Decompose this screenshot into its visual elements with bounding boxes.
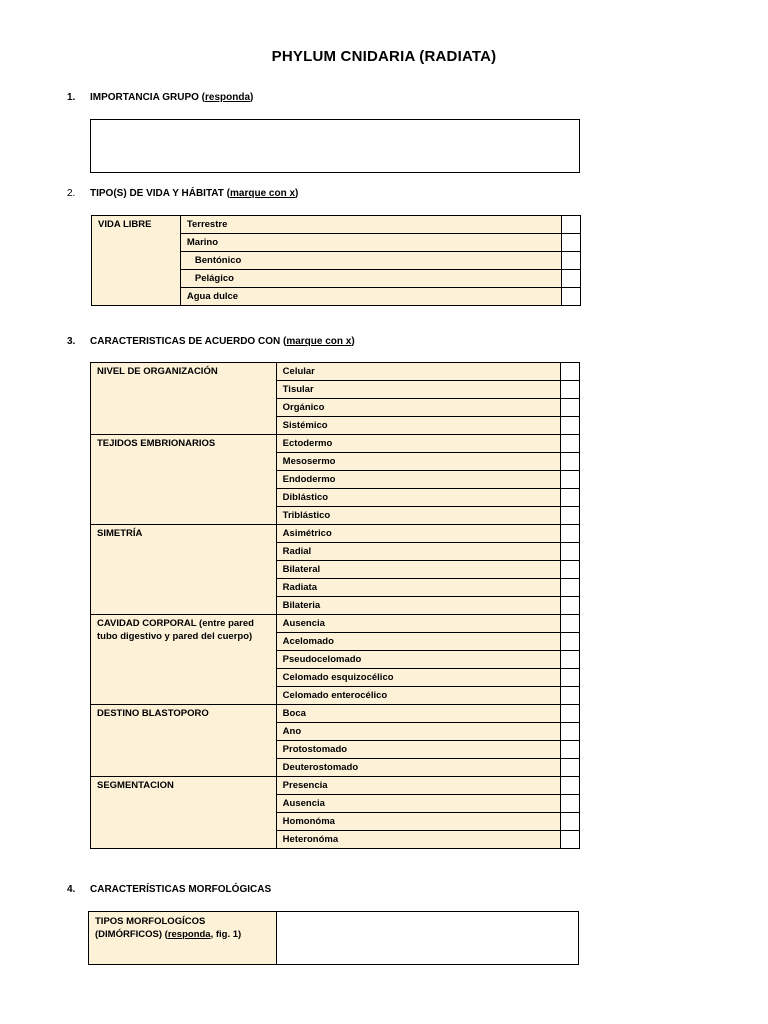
habitat-row (92, 216, 581, 234)
mark-checkbox[interactable] (561, 777, 580, 795)
characteristic-option: Ausencia (276, 615, 560, 633)
characteristic-category: CAVIDAD CORPORAL (entre pared tubo digestivo y pared del cuerpo) (91, 615, 277, 705)
morphology-label-post: , fig. 1) (210, 929, 242, 940)
mark-checkbox[interactable] (562, 270, 581, 288)
section-instruction: marque con x (286, 336, 352, 347)
characteristic-option: Sistémico (276, 417, 560, 435)
habitat-option: Marino (180, 234, 561, 252)
characteristic-option: Ectodermo (276, 435, 560, 453)
characteristic-option: Homonóma (276, 813, 560, 831)
section-close: ) (351, 336, 355, 347)
section-instruction: responda (205, 92, 251, 103)
mark-checkbox[interactable] (561, 813, 580, 831)
habitat-option: Bentónico (180, 252, 561, 270)
characteristic-option: Radial (276, 543, 560, 561)
characteristic-option: Ausencia (276, 795, 560, 813)
characteristic-option: Orgánico (276, 399, 560, 417)
characteristic-option: Celomado esquizocélico (276, 669, 560, 687)
characteristic-option: Bilateral (276, 561, 560, 579)
mark-checkbox[interactable] (561, 687, 580, 705)
page-title: PHYLUM CNIDARIA (RADIATA) (271, 48, 497, 65)
characteristic-option: Pseudocelomado (276, 651, 560, 669)
characteristic-option: Diblástico (276, 489, 560, 507)
mark-checkbox[interactable] (561, 669, 580, 687)
mark-checkbox[interactable] (562, 288, 581, 306)
section-close: ) (295, 188, 299, 199)
mark-checkbox[interactable] (562, 252, 581, 270)
characteristic-option: Boca (276, 705, 560, 723)
section-instruction: marque con x (230, 188, 296, 199)
importance-answer-box[interactable] (90, 119, 580, 173)
mark-checkbox[interactable] (561, 543, 580, 561)
section-label: IMPORTANCIA GRUPO ( (90, 92, 205, 103)
characteristic-option: Ano (276, 723, 560, 741)
mark-checkbox[interactable] (561, 723, 580, 741)
characteristic-option: Celomado enterocélico (276, 687, 560, 705)
mark-checkbox[interactable] (561, 453, 580, 471)
mark-checkbox[interactable] (562, 216, 581, 234)
characteristic-option: Acelomado (276, 633, 560, 651)
mark-checkbox[interactable] (561, 381, 580, 399)
mark-checkbox[interactable] (561, 363, 580, 381)
mark-checkbox[interactable] (561, 615, 580, 633)
characteristic-option: Radiata (276, 579, 560, 597)
habitat-option: Agua dulce (180, 288, 561, 306)
mark-checkbox[interactable] (561, 525, 580, 543)
characteristic-category: SEGMENTACION (91, 777, 277, 849)
section-4-heading (67, 884, 271, 895)
morphology-answer-box[interactable] (277, 912, 578, 964)
characteristic-row (91, 525, 580, 543)
mark-checkbox[interactable] (561, 399, 580, 417)
section-number: 3. (67, 336, 76, 347)
mark-checkbox[interactable] (561, 633, 580, 651)
mark-checkbox[interactable] (562, 234, 581, 252)
habitat-option: Terrestre (180, 216, 561, 234)
section-2-heading (67, 188, 298, 199)
section-number: 2. (67, 188, 76, 199)
section-3-heading (67, 336, 355, 347)
characteristic-row (91, 615, 580, 633)
mark-checkbox[interactable] (561, 417, 580, 435)
characteristic-option: Presencia (276, 777, 560, 795)
characteristic-option: Triblástico (276, 507, 560, 525)
mark-checkbox[interactable] (561, 741, 580, 759)
characteristic-category: SIMETRÍA (91, 525, 277, 615)
mark-checkbox[interactable] (561, 471, 580, 489)
section-label: TIPO(S) DE VIDA Y HÁBITAT ( (90, 188, 231, 199)
characteristic-row (91, 435, 580, 453)
morphology-table (88, 911, 579, 965)
characteristic-row (91, 705, 580, 723)
characteristics-table (90, 362, 580, 849)
morphology-label-line1: TIPOS MORFOLOGÍCOS (95, 916, 206, 927)
habitat-table (91, 215, 581, 306)
mark-checkbox[interactable] (561, 795, 580, 813)
characteristic-row (91, 777, 580, 795)
morphology-label-line2: (DIMÓRFICOS) ( (95, 929, 168, 940)
characteristic-option: Bilateria (276, 597, 560, 615)
section-number: 4. (67, 884, 76, 895)
section-number: 1. (67, 92, 76, 103)
characteristic-category: NIVEL DE ORGANIZACIÓN (91, 363, 277, 435)
characteristic-option: Deuterostomado (276, 759, 560, 777)
characteristic-category: DESTINO BLASTOPORO (91, 705, 277, 777)
characteristic-option: Tisular (276, 381, 560, 399)
section-close: ) (250, 92, 254, 103)
characteristic-option: Heteronóma (276, 831, 560, 849)
mark-checkbox[interactable] (561, 759, 580, 777)
morphology-label (89, 912, 277, 964)
morphology-instruction: responda (167, 929, 211, 940)
section-label: CARACTERÍSTICAS MORFOLÓGICAS (90, 884, 272, 895)
mark-checkbox[interactable] (561, 435, 580, 453)
characteristic-option: Asimétrico (276, 525, 560, 543)
mark-checkbox[interactable] (561, 561, 580, 579)
characteristic-category: TEJIDOS EMBRIONARIOS (91, 435, 277, 525)
habitat-category: VIDA LIBRE (92, 216, 181, 306)
mark-checkbox[interactable] (561, 651, 580, 669)
section-label: CARACTERISTICAS DE ACUERDO CON ( (90, 336, 287, 347)
characteristic-option: Protostomado (276, 741, 560, 759)
mark-checkbox[interactable] (561, 507, 580, 525)
characteristic-option: Mesosermo (276, 453, 560, 471)
mark-checkbox[interactable] (561, 489, 580, 507)
characteristic-row (91, 363, 580, 381)
habitat-option: Pelágico (180, 270, 561, 288)
characteristic-option: Celular (276, 363, 560, 381)
mark-checkbox[interactable] (561, 597, 580, 615)
mark-checkbox[interactable] (561, 705, 580, 723)
mark-checkbox[interactable] (561, 579, 580, 597)
characteristic-option: Endodermo (276, 471, 560, 489)
section-1-heading (67, 92, 253, 103)
mark-checkbox[interactable] (561, 831, 580, 849)
